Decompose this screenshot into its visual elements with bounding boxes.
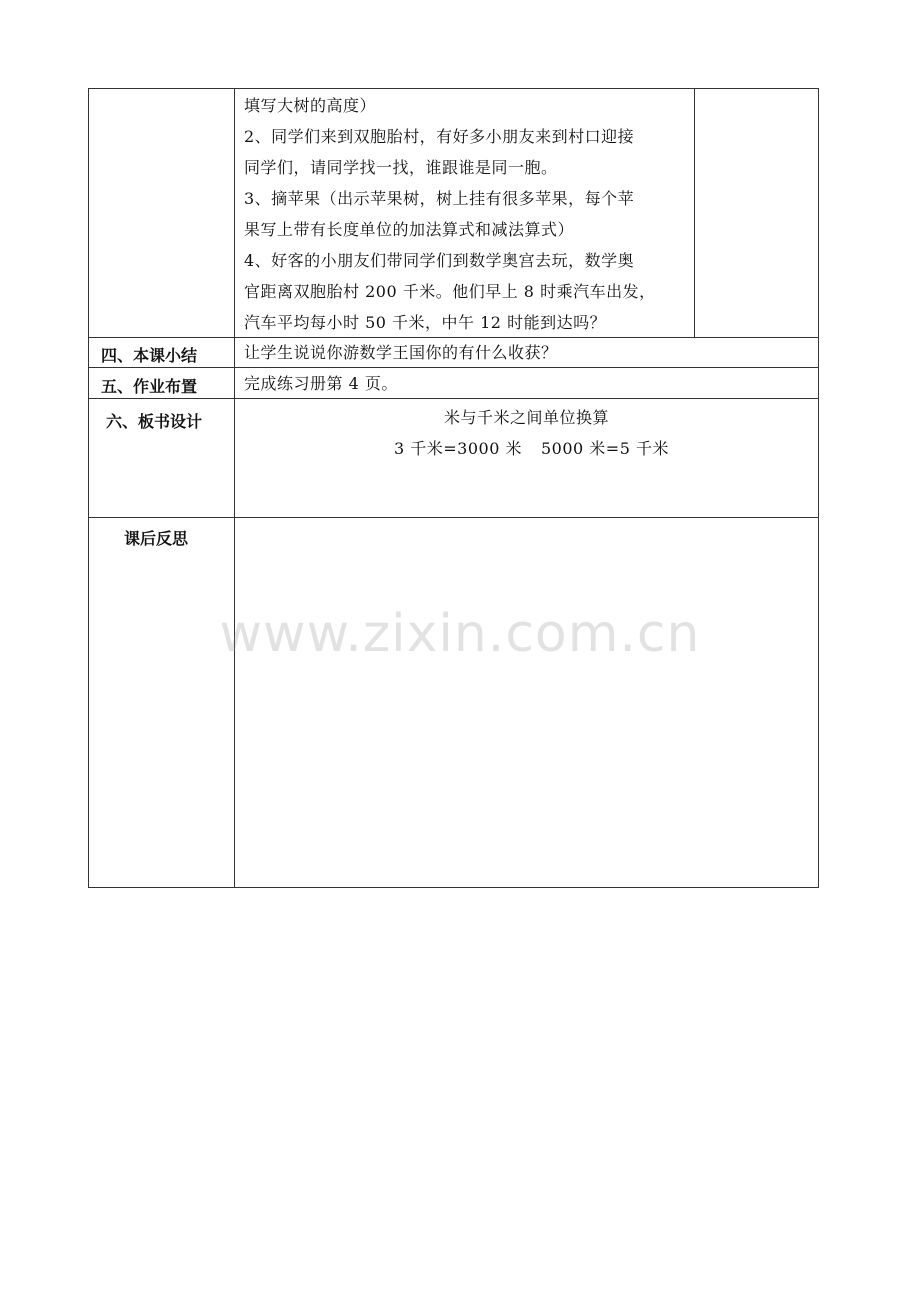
- row-divider-4: [88, 517, 819, 518]
- homework-content: 完成练习册第 4 页。: [244, 374, 398, 393]
- column-divider-right: [694, 88, 695, 337]
- board-title: 米与千米之间单位换算: [443, 408, 609, 427]
- activity-line: 4、好客的小朋友们带同学们到数学奥宫去玩，数学奥: [244, 251, 635, 270]
- column-divider-left: [234, 88, 235, 888]
- activity-line: 同学们，请同学找一找，谁跟谁是同一胞。: [244, 158, 558, 177]
- activity-line: 官距离双胞胎村 200 千米。他们早上 8 时乘汽车出发，: [244, 282, 656, 301]
- row-divider-3: [88, 398, 819, 399]
- watermark: www.zixin.com.cn: [219, 604, 701, 664]
- activity-line: 3、摘苹果（出示苹果树，树上挂有很多苹果，每个苹: [244, 189, 635, 208]
- activity-line: 2、同学们来到双胞胎村，有好多小朋友来到村口迎接: [244, 127, 635, 146]
- summary-content: 让学生说说你游数学王国你的有什么收获？: [244, 343, 558, 362]
- summary-label: 四、本课小结: [101, 346, 198, 365]
- homework-label: 五、作业布置: [101, 377, 198, 396]
- activity-line: 汽车平均每小时 50 千米，中午 12 时能到达吗？: [244, 313, 607, 332]
- board-formula-2: 5000 米=5 千米: [541, 439, 669, 458]
- activity-line: 填写大树的高度）: [244, 96, 377, 115]
- board-label: 六、板书设计: [106, 412, 203, 431]
- board-formula-1: 3 千米=3000 米: [394, 439, 522, 458]
- reflection-label: 课后反思: [124, 529, 189, 548]
- activity-line: 果写上带有长度单位的加法算式和减法算式）: [244, 220, 575, 239]
